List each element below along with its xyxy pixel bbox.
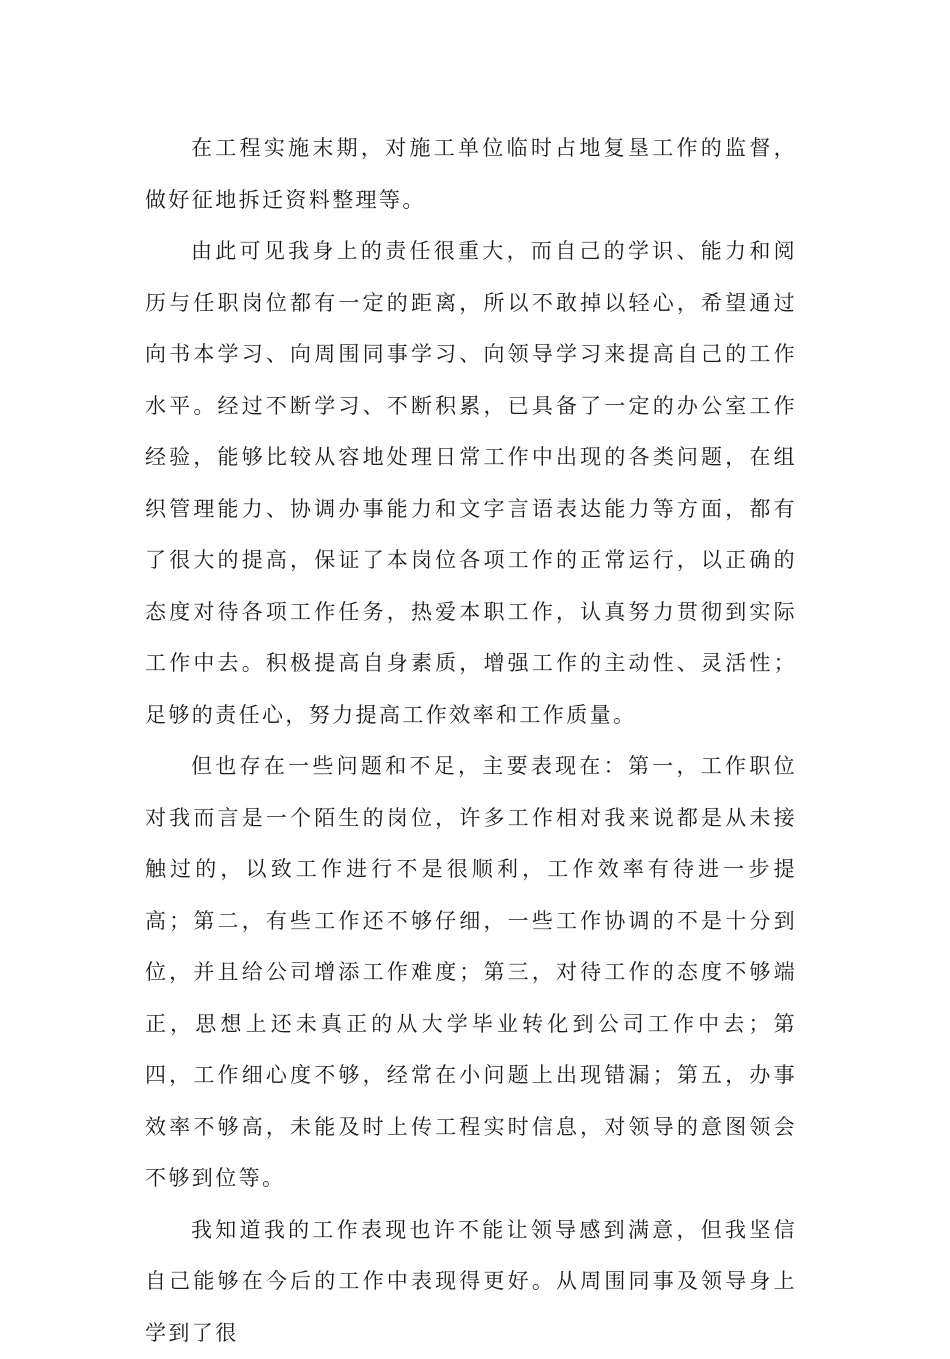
document-body: [145, 123, 797, 1359]
paragraph-2: 由此可见我身上的责任很重大，而自己的学识、能力和阅历与任职岗位都有一定的距离，所以不敢掉以轻心，希望通过向书本学习、向周围同事学习、向领导学习来提高自己的工作水平。经过不断学习、不断积累，已具备了一定的办公室工作经验，能够比较从容地处理日常工作中出现的各类问题，在组织管理能力、协调办事能力和文字言语表达能力等方面，都有了很大的提高，保证了本岗位各项工作的正常运行，以正确的态度对待各项工作任务，热爱本职工作，认真努力贯彻到实际工作中去。积极提高自身素质，增强工作的主动性、灵活性；足够的责任心，努力提高工作效率和工作质量。: [145, 226, 797, 741]
paragraph-4: 我知道我的工作表现也许不能让领导感到满意，但我坚信自己能够在今后的工作中表现得更好。从周围同事及领导身上学到了很: [145, 1205, 797, 1359]
paragraph-1: 在工程实施末期，对施工单位临时占地复垦工作的监督，做好征地拆迁资料整理等。: [145, 123, 797, 226]
paragraph-3: 但也存在一些问题和不足，主要表现在：第一，工作职位对我而言是一个陌生的岗位，许多工作相对我来说都是从未接触过的，以致工作进行不是很顺利，工作效率有待进一步提高；第二，有些工作还不够仔细，一些工作协调的不是十分到位，并且给公司增添工作难度；第三，对待工作的态度不够端正，思想上还未真正的从大学毕业转化到公司工作中去；第四，工作细心度不够，经常在小问题上出现错漏；第五，办事效率不够高，未能及时上传工程实时信息，对领导的意图领会不够到位等。: [145, 741, 797, 1205]
